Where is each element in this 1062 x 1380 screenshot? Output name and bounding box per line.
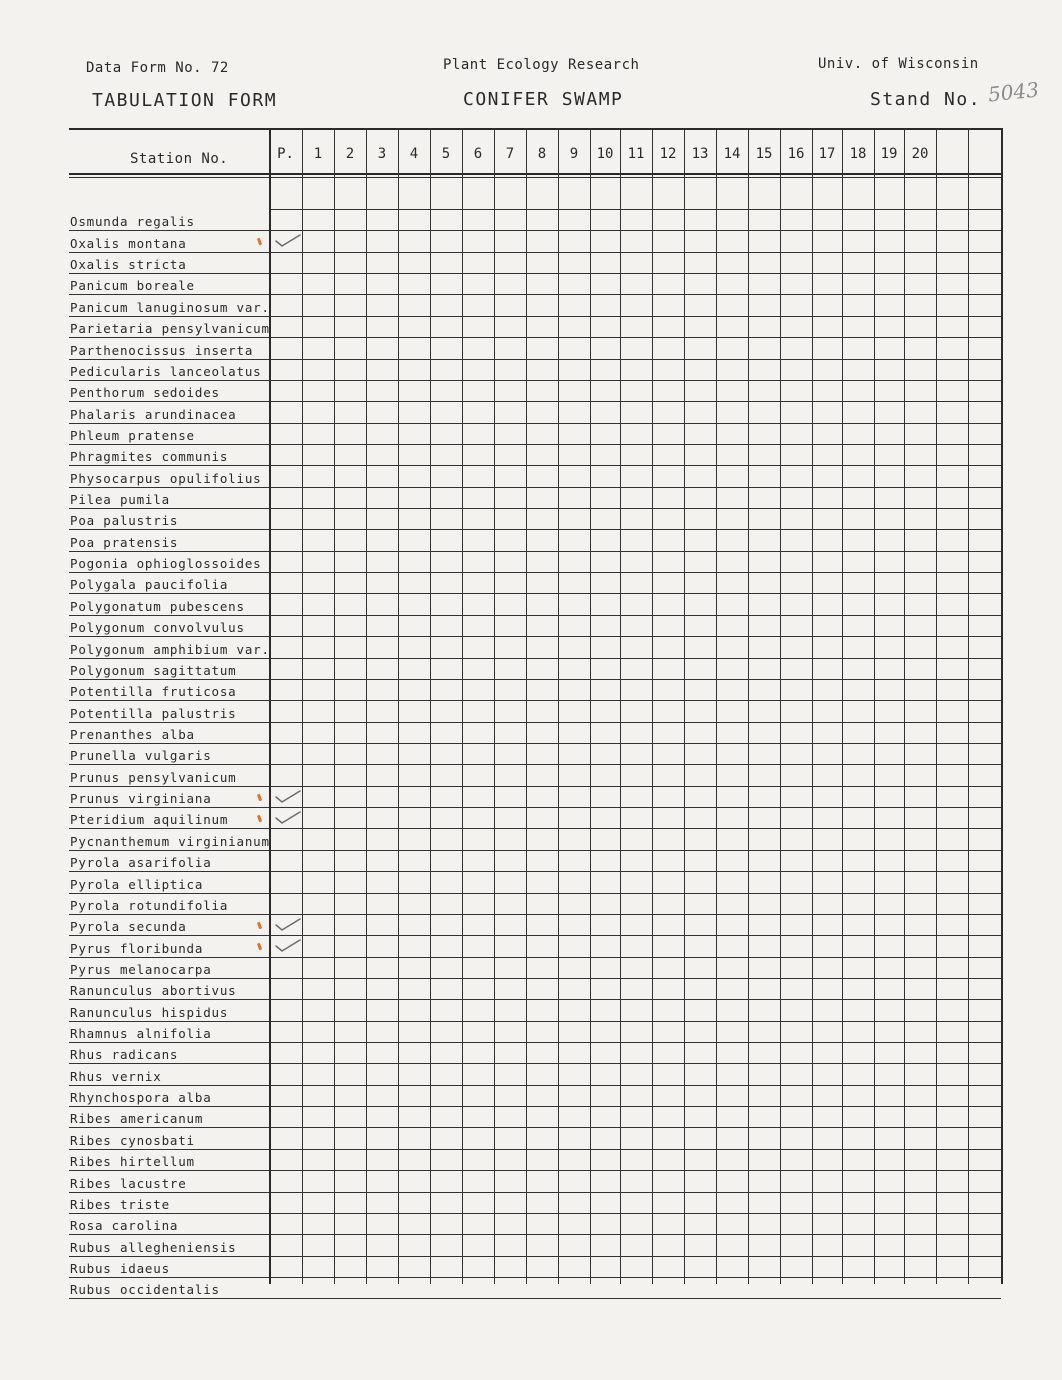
species-name: Pyrola asarifolia [70,855,212,870]
column-header-station: 2 [345,146,355,162]
species-row-rule [69,722,1001,723]
species-name: Ribes hirtellum [70,1154,195,1169]
column-divider [716,128,717,1284]
form-number: Data Form No. 72 [86,60,229,76]
presence-check-icon [274,233,302,253]
column-divider [302,128,303,1284]
species-row-rule [69,1127,1001,1128]
species-name: Prunus pensylvanicum [70,770,237,785]
column-divider [526,128,527,1284]
column-divider [398,128,399,1284]
species-name: Potentilla fruticosa [70,684,237,699]
species-row-rule [69,1256,1001,1257]
table-top-border [69,128,1001,130]
species-name: Rubus idaeus [70,1261,170,1276]
species-name: Osmunda regalis [70,214,195,229]
column-header-station: 3 [377,146,387,162]
column-divider [968,128,969,1284]
stand-number: 5043 [986,77,1041,107]
column-divider [936,128,937,1284]
species-row-rule [69,658,1001,659]
column-header-station: 13 [691,146,709,162]
species-row-rule [69,893,1001,894]
species-name: Pteridium aquilinum [70,812,229,827]
species-name: Oxalis stricta [70,257,187,272]
species-row-rule [69,337,1001,338]
species-name: Potentilla palustris [70,706,237,721]
species-name: Ribes americanum [70,1111,204,1126]
species-row-rule [69,316,1001,317]
species-name: Pilea pumila [70,492,170,507]
species-name: Prunus virginiana [70,791,212,806]
orange-marker [257,794,262,802]
species-row-rule [69,1213,1001,1214]
species-name: Pogonia ophioglossoides [70,556,262,571]
species-name: Parietaria pensylvanicum [70,321,270,336]
species-name: Polygonatum pubescens [70,599,245,614]
species-name: Pyrus melanocarpa [70,962,212,977]
species-name: Phragmites communis [70,449,229,464]
species-name: Pycnanthemum virginianum [70,834,270,849]
species-row-rule [69,871,1001,872]
station-label: Station No. [130,151,229,167]
species-row-rule [69,1277,1001,1278]
column-header-station: 7 [505,146,515,162]
species-name: Prunella vulgaris [70,748,212,763]
species-row-rule [69,252,1001,253]
species-name: Phleum pratense [70,428,195,443]
species-row-rule [69,700,1001,701]
species-name: Penthorum sedoides [70,385,220,400]
column-divider [430,128,431,1284]
header-rule-secondary [69,177,1001,178]
species-row-rule [69,786,1001,787]
column-divider [652,128,653,1284]
species-name: Prenanthes alba [70,727,195,742]
species-row-rule [69,807,1001,808]
column-header-station: 8 [537,146,547,162]
species-row-rule [69,1085,1001,1086]
column-header-station: 15 [755,146,773,162]
species-row-rule [69,380,1001,381]
species-name: Polygala paucifolia [70,577,229,592]
species-name: Phalaris arundinacea [70,407,237,422]
orange-marker [257,238,262,246]
column-header-station: 11 [627,146,645,162]
species-row-rule [69,679,1001,680]
species-name: Physocarpus opulifolius [70,471,262,486]
species-row-rule [69,359,1001,360]
species-name: Pedicularis lanceolatus [70,364,262,379]
species-name: Pyrola secunda [70,919,187,934]
column-divider [494,128,495,1284]
species-row-rule [69,230,1001,231]
column-header-station: 14 [723,146,741,162]
presence-check-icon [274,810,302,830]
species-row-rule [69,273,1001,274]
column-header-station: 19 [880,146,898,162]
species-row-rule [69,1149,1001,1150]
species-name: Ranunculus hispidus [70,1005,229,1020]
species-name: Panicum lanuginosum var. [70,300,270,315]
column-header-station: 5 [441,146,451,162]
column-divider [812,128,813,1284]
species-row-rule [69,444,1001,445]
column-header-presence: P. [277,146,294,162]
species-name: Polygonum amphibium var. [70,642,270,657]
column-divider [684,128,685,1284]
species-name: Polygonum convolvulus [70,620,245,635]
species-row-rule [69,1106,1001,1107]
species-row-rule [69,1170,1001,1171]
column-header-station: 20 [911,146,929,162]
column-divider [842,128,843,1284]
species-name: Rhus radicans [70,1047,179,1062]
column-divider [366,128,367,1284]
university-name: Univ. of Wisconsin [818,56,979,72]
species-row-rule [69,551,1001,552]
presence-check-icon [274,938,302,958]
species-name: Parthenocissus inserta [70,343,254,358]
species-name: Pyrola rotundifolia [70,898,229,913]
species-row-rule [69,850,1001,851]
column-divider [748,128,749,1284]
species-row-rule [69,401,1001,402]
species-row-rule [69,572,1001,573]
species-row-rule [69,465,1001,466]
species-name: Polygonum sagittatum [70,663,237,678]
species-row-rule [69,764,1001,765]
species-row-rule [69,593,1001,594]
species-row-rule [69,529,1001,530]
presence-check-icon [274,917,302,937]
species-row-rule [69,743,1001,744]
species-name: Poa palustris [70,513,179,528]
species-name: Rubus allegheniensis [70,1240,237,1255]
orange-marker [257,943,262,951]
species-name: Ribes cynosbati [70,1133,195,1148]
species-name: Pyrus floribunda [70,941,204,956]
species-name: Rhus vernix [70,1069,162,1084]
species-row-rule [69,1192,1001,1193]
column-header-station: 9 [569,146,579,162]
column-header-station: 10 [596,146,614,162]
species-row-rule [69,1234,1001,1235]
species-row-rule [69,914,1001,915]
species-row-rule [69,487,1001,488]
species-row-rule [69,978,1001,979]
column-divider [904,128,905,1284]
header-rule [69,173,1001,175]
species-name: Ranunculus abortivus [70,983,237,998]
column-divider [558,128,559,1284]
species-row-rule [69,508,1001,509]
species-row-rule [69,999,1001,1000]
species-row-rule [69,828,1001,829]
column-divider [620,128,621,1284]
species-name: Rhamnus alnifolia [70,1026,212,1041]
species-row-rule [69,1042,1001,1043]
column-divider [334,128,335,1284]
column-header-station: 1 [313,146,323,162]
stand-label: Stand No. [870,89,982,110]
species-row-rule [69,957,1001,958]
species-row-rule [69,1021,1001,1022]
species-name: Poa pratensis [70,535,179,550]
species-row-rule [69,935,1001,936]
column-header-station: 18 [849,146,867,162]
species-name: Rubus occidentalis [70,1282,220,1297]
column-header-station: 6 [473,146,483,162]
species-name: Ribes lacustre [70,1176,187,1191]
species-row-rule [69,1063,1001,1064]
species-name: Rosa carolina [70,1218,179,1233]
column-header-station: 16 [787,146,805,162]
column-header-station: 12 [659,146,677,162]
orange-marker [257,922,262,930]
grid-rule [269,209,1001,210]
species-name: Rhynchospora alba [70,1090,212,1105]
research-title: Plant Ecology Research [443,57,640,73]
column-divider [590,128,591,1284]
column-header-station: 17 [818,146,836,162]
column-header-station: 4 [409,146,419,162]
species-row-rule [69,294,1001,295]
species-name: Pyrola elliptica [70,877,204,892]
presence-check-icon [274,789,302,809]
species-row-rule [69,423,1001,424]
column-divider [874,128,875,1284]
column-divider [1001,128,1003,1284]
form-title: TABULATION FORM [92,90,278,111]
species-name: Ribes triste [70,1197,170,1212]
orange-marker [257,815,262,823]
species-row-rule [69,636,1001,637]
community-title: CONIFER SWAMP [463,89,624,110]
column-divider [462,128,463,1284]
species-row-rule [69,615,1001,616]
species-name: Panicum boreale [70,278,195,293]
species-name: Oxalis montana [70,236,187,251]
column-divider [780,128,781,1284]
species-row-rule [69,1298,1001,1299]
